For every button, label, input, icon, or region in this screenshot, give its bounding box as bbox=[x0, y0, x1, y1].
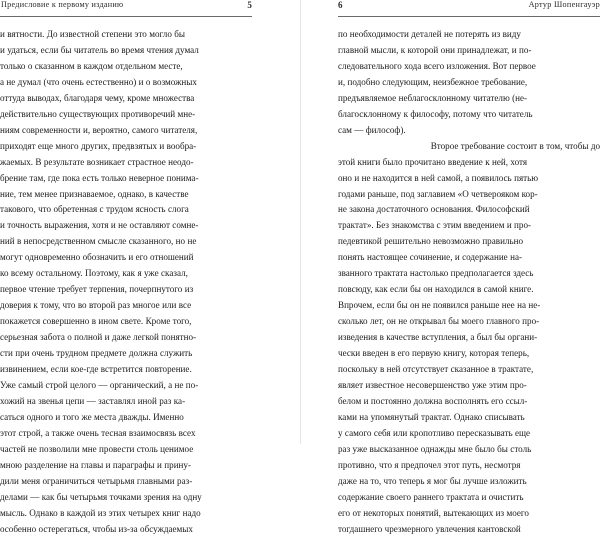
left-page-body bbox=[0, 27, 252, 538]
text-line: дили меня ограничиться четырьмя главными раз- bbox=[0, 475, 193, 486]
text-line: жаемых. В результате возникает страстное неодо- bbox=[0, 156, 194, 167]
text-line: годами раньше, под заглавием «О четверояком кор- bbox=[338, 188, 538, 199]
text-line: содержание своего раннего трактата и очистить bbox=[338, 491, 524, 502]
left-paragraph-1 bbox=[0, 27, 252, 538]
text-line: ниям современности и, вероятно, самого читателя, bbox=[0, 124, 198, 135]
text-line: званного трактата настолько предполагается здесь bbox=[338, 268, 534, 279]
text-line: Впрочем, если бы он не появился раньше нее на не- bbox=[338, 300, 541, 311]
text-line: раз уже высказанное однажды мне было бы столь bbox=[338, 443, 532, 454]
text-line: оно и не находится в ней самой, а появилось пятью bbox=[338, 172, 539, 183]
right-page-folio: 6 bbox=[338, 0, 343, 10]
text-line: серьезная забота о полной и даже легкой понятно- bbox=[0, 332, 197, 343]
right-page bbox=[300, 0, 600, 534]
text-line: понять настоящее сочинение, и содержание на- bbox=[338, 252, 523, 263]
text-line: могут одновременно обозначить и его отношений bbox=[0, 252, 194, 263]
text-line: приходят еще много других, предвзятых и вообра- bbox=[0, 140, 197, 151]
text-line: изведения в качестве вступления, а был бы органи- bbox=[338, 332, 538, 343]
text-line: брение там, где пока есть только неверное понима- bbox=[0, 172, 199, 183]
right-running-head bbox=[338, 0, 600, 20]
text-line: этой книги было прочитано введение к ней, хотя bbox=[338, 156, 528, 167]
text-line: первое чтение требует терпения, почерпнутого из bbox=[0, 284, 194, 295]
text-line: чески введен в его первую книгу, которая теперь, bbox=[338, 348, 530, 359]
text-line: делами — как бы четырьмя точками зрения на одну bbox=[0, 491, 202, 502]
text-line: только о сказанном в каждом отдельном месте, bbox=[0, 60, 183, 71]
text-line: даже на то, что теперь я мог бы лучше изложить bbox=[338, 475, 527, 486]
text-line: покажется совершенно в ином свете. Кроме того, bbox=[0, 316, 192, 327]
text-line: сти при очень трудном предмете должна служить bbox=[0, 348, 193, 359]
left-page bbox=[0, 0, 300, 534]
left-running-head bbox=[0, 0, 252, 20]
text-line: ко всему остальному. Поэтому, как я уже сказал, bbox=[0, 268, 188, 279]
text-line: Уже самый строй целого — органический, а не по- bbox=[0, 379, 199, 390]
text-line: доверия к тому, что во второй раз многое или все bbox=[0, 300, 192, 311]
text-line: поскольку в ней отсутствует сказанное в трактате, bbox=[338, 364, 534, 375]
text-line: белом и постоянно должна восполнять его ссыл- bbox=[338, 395, 528, 406]
left-header-rule bbox=[0, 16, 252, 17]
text-line: по необходимости деталей не потерять из виду bbox=[338, 29, 521, 39]
text-line: не закона достаточного основания. Философский bbox=[338, 204, 530, 215]
text-line: оттуда выводах, благодаря чему, кроме множества bbox=[0, 92, 195, 103]
text-line: у самого себя или кропотливо пересказывать еще bbox=[338, 427, 531, 438]
text-line: предъявляемое неблагосклонному читателю (не- bbox=[338, 92, 528, 103]
text-line: частей не позволили мне провести столь ценимое bbox=[0, 443, 194, 454]
text-line: сколько лет, он не открывал бы моего главного про- bbox=[338, 316, 540, 327]
paragraph-indent-space bbox=[338, 139, 351, 155]
text-line: и вятности. До известной степени это могло бы bbox=[0, 29, 185, 39]
text-line: его от некоторых понятий, вытекающих из моего bbox=[338, 507, 529, 518]
text-line: Второе требование состоит в том, чтобы до bbox=[338, 139, 600, 155]
text-line: саться одного и того же места дважды. Именно bbox=[0, 411, 184, 422]
right-page-body bbox=[338, 27, 600, 538]
text-line: действительно существующих противоречий мне- bbox=[0, 108, 196, 119]
text-line: и удаться, если бы читатель во время чтения думал bbox=[0, 44, 199, 55]
text-line: являет известное несовершенство уже этим про- bbox=[338, 379, 527, 390]
text-line: особенно остерегаться, чтобы из-за обсуждаемых bbox=[0, 523, 193, 534]
right-paragraph-2 bbox=[338, 139, 600, 538]
text-line: ний в непосредственном смысле сказанного, но не bbox=[0, 236, 197, 247]
text-line: трактат». Без знакомства с этим введением и про- bbox=[338, 220, 532, 231]
text-line: тогдашнего чрезмерного увлечения кантовской bbox=[338, 523, 521, 534]
text-line: а не думал (что очень естественно) и о возможных bbox=[0, 76, 197, 87]
text-line: благосклонному к философу, потому что читатель bbox=[338, 108, 533, 119]
left-page-folio: 5 bbox=[247, 0, 252, 10]
text-line: мною разделение на главы и параграфы и прину- bbox=[0, 459, 191, 470]
text-line: сам — философ). bbox=[338, 124, 406, 135]
text-line: следовательного хода всего изложения. Вот первое bbox=[338, 60, 536, 71]
text-line: и точность выражения, хотя и не оставляют сомне- bbox=[0, 220, 199, 231]
text-line: и, подобно следующим, неизбежное требование, bbox=[338, 76, 528, 87]
right-paragraph-1 bbox=[338, 27, 600, 139]
text-line: такового, что обретенная с трудом ясность слога bbox=[0, 204, 189, 215]
left-running-head-title: Предисловие к первому изданию bbox=[1, 0, 124, 9]
right-running-head-author: Артур Шопенгауэр bbox=[528, 0, 600, 9]
text-line: ние, тем менее признаваемое, однако, в качестве bbox=[0, 188, 189, 199]
text-line: мысль. Однако в каждой из этих четырех книг надо bbox=[0, 507, 201, 518]
text-line: хожий на звенья цепи — заставлял иной раз ка- bbox=[0, 395, 186, 406]
text-line: противно, что я предпочел этот путь, несмотря bbox=[338, 459, 521, 470]
text-line: главной мысли, к которой они принадлежат, и по- bbox=[338, 44, 532, 55]
text-line: повсюду, как если бы он находился в самой книге. bbox=[338, 284, 534, 295]
text-line: педевтикой решительно невозможно правильно bbox=[338, 236, 524, 247]
text-line: ками на упомянутый трактат. Однако списывать bbox=[338, 411, 525, 422]
text-line: этот строй, а также очень тесная взаимосвязь всех bbox=[0, 427, 196, 438]
right-header-rule bbox=[338, 16, 600, 17]
text-line: извинением, если кое-где встретится повторение. bbox=[0, 364, 192, 375]
